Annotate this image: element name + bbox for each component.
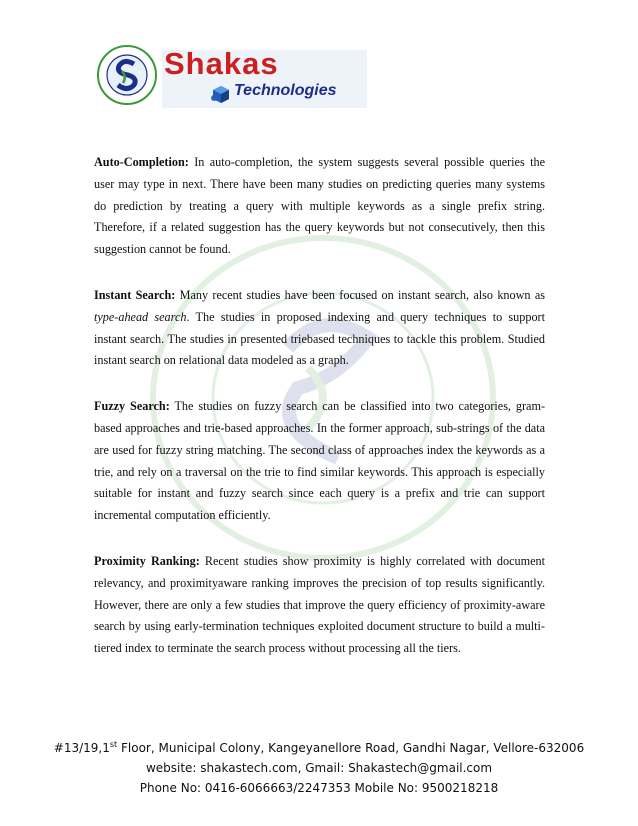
paragraph-heading: Instant Search: (94, 287, 176, 302)
cube-icon (210, 84, 232, 104)
paragraph-text: . The studies in proposed indexing and query techniques to support instant search. The studies in presented triebased techniques to tackle this problem. Studied instant search on relational data modeled as a graph. (94, 309, 545, 368)
footer-address-superscript: st (109, 740, 118, 749)
seal-logo-icon (96, 44, 158, 106)
logo-wordmark (162, 46, 367, 108)
paragraph-italic-term: type-ahead search (94, 309, 187, 324)
paragraph-auto-completion (94, 152, 545, 261)
paragraph-heading: Fuzzy Search: (94, 399, 170, 414)
paragraph-text: The studies on fuzzy search can be classified into two categories, gram-based approaches and trie-based approaches. In the former approach, sub-strings of the data are used for fuzzy string matching. The second class of approaches index the keywords as a trie, and rely on a traversal on the trie to find similar keywords. This approach is especially suitable for instant and fuzzy search since each query is a prefix and trie can support incremental computation efficiently. (94, 399, 545, 523)
footer-website: website: shakastech.com, Gmail: Shakastech@gmail.com (145, 761, 493, 775)
footer-address-rest: Floor, Municipal Colony, Kangeyanellore Road, Gandhi Nagar, Vellore-632006 (117, 741, 585, 755)
paragraph-text: Many recent studies have been focused on instant search, also known as (175, 287, 545, 302)
footer-phone: Phone No: 0416-6066663/2247353 Mobile No: 9500218218 (139, 781, 499, 795)
footer-address-number: #13/19,1 (53, 741, 110, 755)
paragraph-text: In auto-completion, the system suggests several possible queries the user may type in next. There have been many studies on predicting queries many systems do prediction by treating a query with multiple keywords as a single prefix string. Therefore, if a related suggestion has the query keywords but not consecutively, then this suggestion cannot be found. (94, 155, 545, 257)
footer-address (0, 735, 638, 758)
company-logo (96, 44, 371, 108)
paragraph-text: Recent studies show proximity is highly correlated with document relevancy, and proximityaware ranking improves the precision of top results significantly. However, there are only a few studies that improve the query efficiency of proximity-aware search by using early-termination techniques exploited document structure to build a multi-tiered index to terminate the search process without processing all the tiers. (94, 553, 545, 656)
logo-sub-text: Technologies (234, 82, 337, 99)
paragraph-heading: Proximity Ranking: (94, 553, 200, 568)
paragraph-proximity-ranking (94, 551, 545, 660)
paragraph-instant-search (94, 285, 545, 372)
paragraph-fuzzy-search (94, 396, 545, 527)
logo-brand-text: Shakas (164, 46, 279, 81)
paragraph-heading: Auto-Completion: (94, 155, 189, 169)
page-footer (0, 735, 638, 798)
document-body (94, 152, 545, 684)
